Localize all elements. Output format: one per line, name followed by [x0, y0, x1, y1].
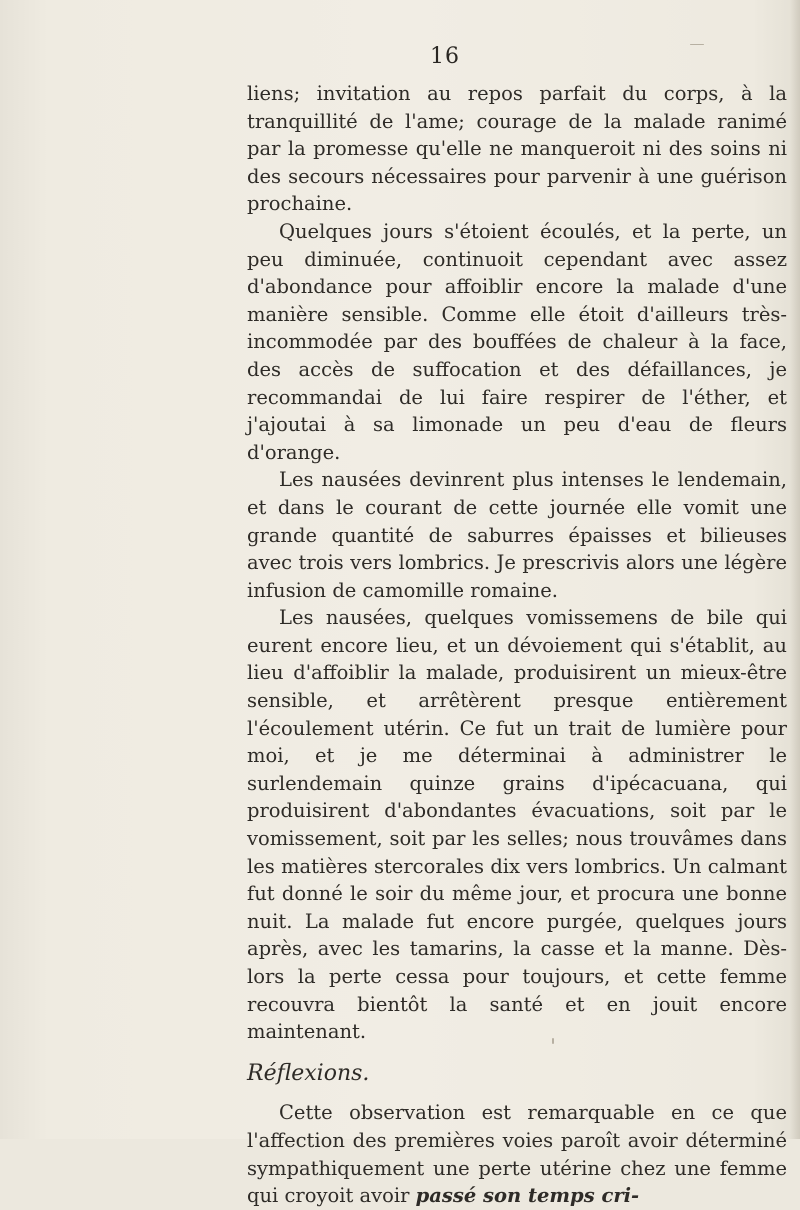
- paragraph-5-text: Cette observation est remarquable en ce que l'affection des premières voies paroît avoir déterminé sympathiquement une perte utérine chez une femme qui croyoit avoir: [247, 1101, 787, 1208]
- paragraph-1: liens; invitation au repos parfait du corps, à la tranquillité de l'ame; courage de la malade ranimé par la promesse qu'elle ne manqueroit ni des soins ni des secours nécessaires pour parvenir à une guérison prochaine.: [247, 82, 787, 216]
- paper-speck: [552, 1038, 554, 1044]
- paragraph-4: Les nausées, quelques vomissemens de bile qui eurent encore lieu, et un dévoiement qui s'établit, au lieu d'affoiblir la malade, produisirent un mieux-être sensible, et arrêtèrent presque entièrement l'écoulement utérin. Ce fut un trait de lumière pour moi, et je me déterminai à administrer le surlendemain quinze grains d'ipécacuana, qui produisirent d'abondantes évacuations, soit par le vomissement, soit par les selles; nous trouvâmes dans les matières stercorales dix vers lombrics. Un calmant fut donné le soir du même jour, et procura une bonne nuit. La malade fut encore purgée, quelques jours après, avec les tamarins, la casse et la manne. Dès-lors la perte cessa pour toujours, et cette femme recouvra bientôt la santé et en jouit encore maintenant.: [247, 606, 787, 1044]
- paragraph-5-emphasis: passé son temps cri-: [415, 1184, 640, 1208]
- paragraph-3: Les nausées devinrent plus intenses le lendemain, et dans le courant de cette journée elle vomit une grande quantité de saburres épaisses et bilieuses avec trois vers lombrics. Je prescrivis alors une légère infusion de camomille romaine.: [247, 468, 787, 602]
- section-heading: Réflexions.: [247, 1060, 370, 1086]
- page-number: 16: [430, 44, 460, 69]
- paragraph-5: [247, 1099, 787, 1209]
- body-text: [247, 80, 787, 1210]
- paper-speck: [690, 44, 704, 45]
- page-edge-shadow: [790, 0, 800, 1139]
- paragraph-2: Quelques jours s'étoient écoulés, et la perte, un peu diminuée, continuoit cependant avec assez d'abondance pour affoiblir encore la malade d'une manière sensible. Comme elle étoit d'ailleurs très-incommodée par des bouffées de chaleur à la face, des accès de suffocation et des défaillances, je recommandai de lui faire respirer de l'éther, et j'ajoutai à sa limonade un peu d'eau de fleurs d'orange.: [247, 219, 787, 464]
